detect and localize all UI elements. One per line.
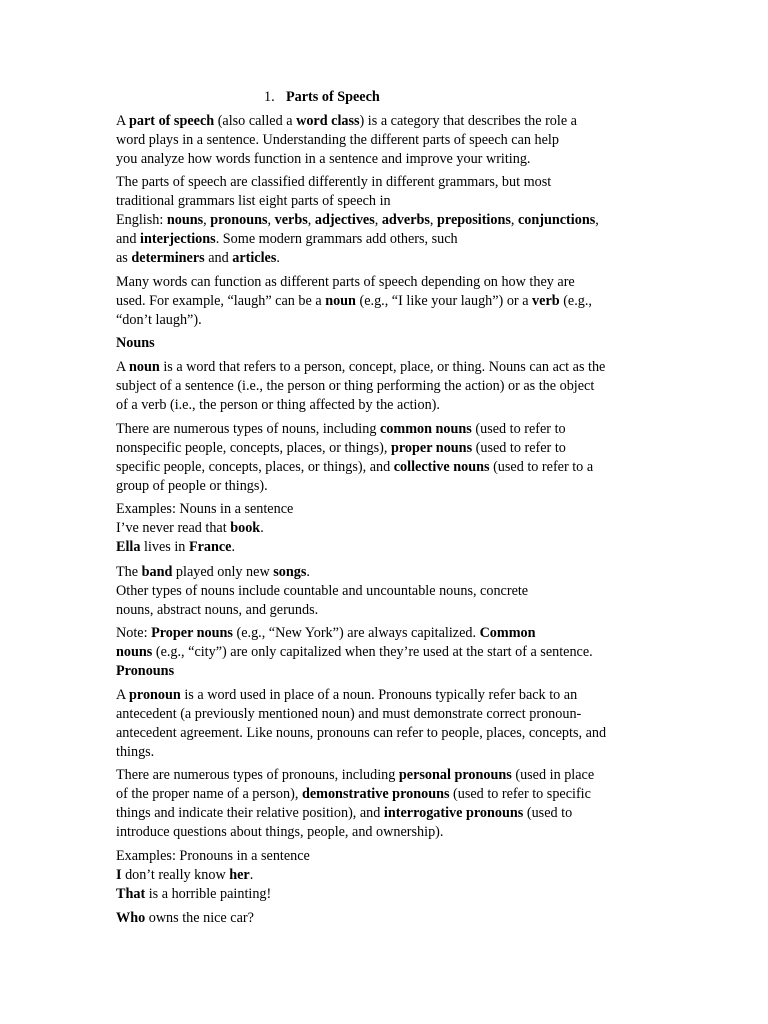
bold-term: articles (232, 250, 277, 266)
text-line (116, 743, 656, 762)
text-run: (used to (523, 805, 573, 821)
text-run: traditional grammars list eight parts of speech in (116, 193, 391, 209)
bold-term: personal pronouns (398, 767, 512, 783)
text-run: (e.g., “New York”) are always capitalized. (232, 625, 480, 641)
text-run: A (116, 687, 130, 703)
bold-term: Common (479, 625, 536, 641)
bold-term: band (141, 564, 173, 580)
bold-term: pronouns (210, 212, 268, 228)
text-line (116, 766, 656, 785)
text-run: , (307, 212, 315, 228)
text-run: English: (116, 212, 167, 228)
text-run: word plays in a sentence. Understanding the different parts of speech can help (116, 132, 559, 148)
text-run: introduce questions about things, people, and ownership). (116, 824, 444, 840)
bold-term: adverbs (381, 212, 430, 228)
text-line (116, 500, 656, 519)
text-run: (e.g., “city”) are only capitalized when they’re used at the start of a sentence. (152, 644, 593, 660)
bold-term: prepositions (437, 212, 511, 228)
text-run: , (595, 212, 599, 228)
text-run: Other types of nouns include countable and uncountable nouns, concrete (116, 583, 529, 599)
bold-term: verb (532, 293, 560, 309)
text-run: , (267, 212, 275, 228)
text-line (116, 173, 656, 192)
bold-term: Proper nouns (151, 625, 233, 641)
text-run: is a word used in place of a noun. Pronouns typically refer back to an (180, 687, 578, 703)
text-run: used. For example, “laugh” can be a (116, 293, 326, 309)
bold-term: That (116, 886, 146, 902)
bold-term: I (116, 867, 122, 883)
text-line (116, 377, 656, 396)
bold-term: verbs (274, 212, 308, 228)
text-run: antecedent agreement. Like nouns, pronouns can refer to people, places, concepts, and (116, 725, 607, 741)
text-run: The (116, 564, 142, 580)
text-run: . Some modern grammars add others, such (215, 231, 458, 247)
text-line (116, 823, 656, 842)
text-line (116, 131, 656, 150)
bold-term: Nouns (116, 335, 155, 351)
text-run: lives in (140, 539, 189, 555)
text-run: , (374, 212, 382, 228)
text-line (116, 563, 656, 582)
text-line (116, 785, 656, 804)
text-line (116, 112, 656, 131)
text-run: Many words can function as different parts of speech depending on how they are (116, 274, 575, 290)
text-line (116, 705, 656, 724)
text-run: (used to refer to specific (449, 786, 591, 802)
bold-term: songs (273, 564, 307, 580)
examples-nouns (116, 500, 656, 557)
bold-term: Who (116, 910, 146, 926)
text-line (116, 804, 656, 823)
text-line (116, 358, 656, 377)
bold-term: noun (129, 359, 160, 375)
text-line (116, 601, 656, 620)
text-run: . (306, 564, 310, 580)
text-line (116, 192, 656, 211)
text-run: The parts of speech are classified differently in different grammars, but most (116, 174, 552, 190)
text-line (116, 909, 656, 928)
text-line (116, 211, 656, 230)
text-line (116, 477, 656, 496)
text-run: nouns, abstract nouns, and gerunds. (116, 602, 319, 618)
text-run: Examples: Nouns in a sentence (116, 501, 294, 517)
text-line (116, 420, 656, 439)
text-run: is a horrible painting! (145, 886, 272, 902)
bold-term: common nouns (379, 421, 472, 437)
text-run: . (276, 250, 280, 266)
text-line (116, 334, 656, 353)
text-run: of a verb (i.e., the person or thing affected by the action). (116, 397, 440, 413)
paragraph (116, 273, 656, 330)
bold-term: interjections (140, 231, 216, 247)
text-run: is a word that refers to a person, concept, place, or thing. Nouns can act as the (159, 359, 606, 375)
bold-term: her (229, 867, 250, 883)
paragraph (116, 112, 656, 169)
note-paragraph (116, 624, 656, 681)
text-line (116, 686, 656, 705)
text-line (116, 582, 656, 601)
paragraph (116, 358, 656, 415)
text-line (116, 538, 656, 557)
bold-term: proper nouns (391, 440, 473, 456)
bold-term: pronoun (129, 687, 181, 703)
text-line (116, 624, 656, 643)
text-run: A (116, 359, 130, 375)
text-run: (e.g., “I like your laugh”) or a (355, 293, 533, 309)
text-run: Note: (116, 625, 152, 641)
bold-term: word class (296, 113, 360, 129)
paragraph (116, 563, 656, 620)
text-run: (used to refer to a (489, 459, 594, 475)
text-run: “don’t laugh”). (116, 312, 202, 328)
text-run: things. (116, 744, 155, 760)
examples-pronouns (116, 847, 656, 904)
text-run: (used in place (511, 767, 595, 783)
text-run: (used to refer to (472, 440, 566, 456)
text-line (116, 519, 656, 538)
text-run: don’t really know (121, 867, 230, 883)
text-line (116, 396, 656, 415)
text-line (116, 273, 656, 292)
bold-term: determiners (131, 250, 205, 266)
text-run: ) is a category that describes the role a (359, 113, 577, 129)
text-line (116, 311, 656, 330)
subheading-nouns (116, 334, 656, 353)
bold-term: interrogative pronouns (383, 805, 524, 821)
section-number: 1. (264, 89, 275, 105)
text-run: antecedent (a previously mentioned noun) and must demonstrate correct pronoun- (116, 706, 582, 722)
bold-term: nouns (166, 212, 204, 228)
bold-term: book (230, 520, 261, 536)
bold-term: demonstrative pronouns (301, 786, 450, 802)
paragraph (116, 909, 656, 928)
text-run: A (116, 113, 130, 129)
text-line (116, 643, 656, 662)
text-run: . (231, 539, 236, 555)
text-run: subject of a sentence (i.e., the person or thing performing the action) or as the object (116, 378, 595, 394)
bold-term: France (188, 539, 232, 555)
text-run: specific people, concepts, places, or things), and (116, 459, 394, 475)
text-line (116, 150, 656, 169)
paragraph (116, 420, 656, 496)
text-run: Examples: Pronouns in a sentence (116, 848, 310, 864)
text-line (116, 292, 656, 311)
text-run: and (204, 250, 233, 266)
text-run: nonspecific people, concepts, places, or things), (116, 440, 391, 456)
bold-term: adjectives (314, 212, 375, 228)
text-run: things and indicate their relative position), and (116, 805, 384, 821)
text-run: There are numerous types of nouns, including (116, 421, 380, 437)
text-run: I’ve never read that (116, 520, 231, 536)
bold-term: part of speech (129, 113, 215, 129)
text-run: , (429, 212, 438, 228)
text-line (116, 724, 656, 743)
bold-term: Pronouns (116, 663, 175, 679)
bold-term: Ella (116, 539, 141, 555)
text-run: as (116, 250, 132, 266)
text-run: , (510, 212, 518, 228)
text-run: you analyze how words function in a sentence and improve your writing. (116, 151, 531, 167)
paragraph (116, 173, 656, 268)
paragraph (116, 686, 656, 762)
bold-term: conjunctions (517, 212, 596, 228)
paragraph (116, 766, 656, 842)
bold-term: nouns (116, 644, 153, 660)
text-run: played only new (172, 564, 274, 580)
text-run: . (249, 867, 254, 883)
text-line (116, 249, 656, 268)
text-line (116, 866, 656, 885)
bold-term: collective nouns (393, 459, 490, 475)
text-run: owns the nice car? (145, 910, 254, 926)
text-line (116, 439, 656, 458)
text-line (116, 662, 656, 681)
text-run: group of people or things). (116, 478, 268, 494)
bold-term: noun (325, 293, 356, 309)
text-run: (used to refer to (471, 421, 566, 437)
text-line (116, 458, 656, 477)
text-run: , (203, 212, 211, 228)
text-run: . (260, 520, 264, 536)
text-line (116, 847, 656, 866)
text-run: (e.g., (559, 293, 592, 309)
text-run: There are numerous types of pronouns, including (116, 767, 399, 783)
text-run: and (116, 231, 141, 247)
text-run: of the proper name of a person), (116, 786, 302, 802)
section-heading (264, 88, 380, 107)
text-line (116, 230, 656, 249)
text-line (116, 885, 656, 904)
section-title: Parts of Speech (286, 89, 380, 105)
text-run: (also called a (214, 113, 297, 129)
